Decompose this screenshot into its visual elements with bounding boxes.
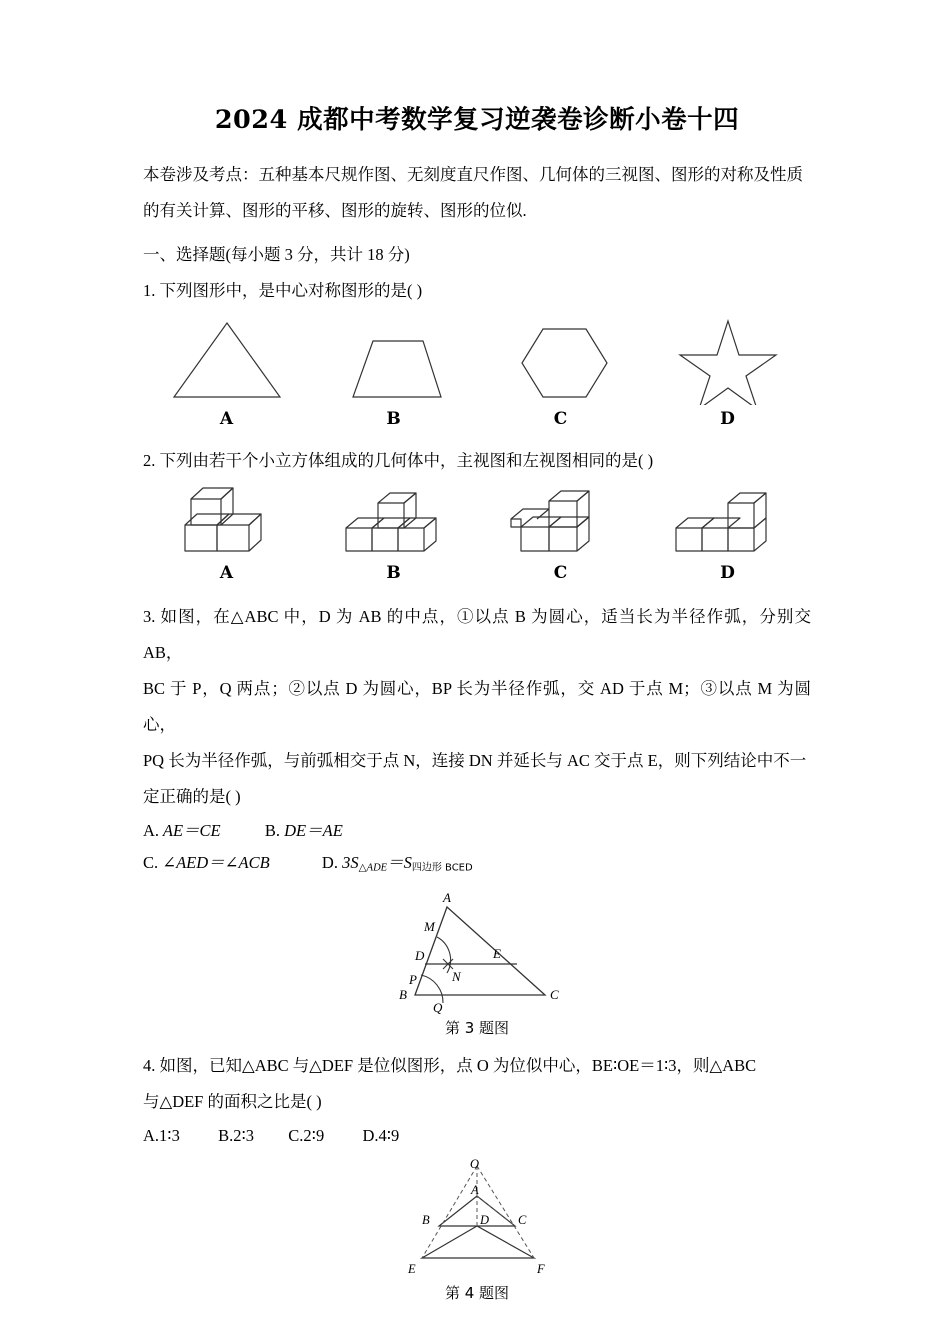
option-4c-text: 2∶9	[303, 1125, 325, 1145]
question-3-options-row-2	[143, 847, 811, 885]
option-3d-subscript-2: 四边形 BCED	[411, 862, 473, 874]
option-4a-label: A.	[143, 1125, 160, 1145]
choice-figure-cubes-c	[477, 481, 644, 583]
choice-label-d: D	[720, 409, 735, 430]
cubes-c-shape	[501, 481, 621, 559]
option-3c-label: C.	[143, 853, 159, 873]
question-4-figure-caption: 第 4 题图	[444, 1283, 510, 1302]
option-3d-subscript-1: △ADE	[358, 862, 388, 874]
point-label-O: O	[470, 1157, 480, 1171]
choice-label-c: C	[553, 409, 568, 430]
choice-label-a: A	[219, 409, 234, 430]
point-label-B: B	[398, 986, 407, 1002]
option-4b-label: B.	[218, 1125, 234, 1145]
cubes-d-shape	[668, 481, 788, 559]
scope-line-2: 的有关计算、图形的平移、图形的旋转、图形的位似.	[143, 201, 527, 221]
point-label-B: B	[422, 1212, 430, 1227]
point-label-P: P	[408, 971, 417, 987]
choice-figure-c	[477, 315, 644, 429]
point-label-F: F	[537, 1261, 545, 1276]
question-3-stem-line-1: 3. 如图，在△ABC 中，D 为 AB 的中点，①以点 B 为圆心，适当长为半径作弧，分别交 AB，	[143, 607, 811, 663]
point-label-C: C	[549, 986, 559, 1002]
page-content	[143, 104, 811, 1303]
choice-label-cubes-c: C	[553, 563, 568, 584]
cubes-b-shape	[334, 481, 454, 559]
question-3-stem-line-4: 定正确的是( )	[143, 787, 241, 807]
star-shape	[663, 315, 793, 405]
option-3d-equals: ＝S	[387, 853, 412, 873]
section-heading-choice: 一、选择题(每小题 3 分，共计 18 分)	[143, 245, 410, 265]
question-2-stem: 2. 下列由若干个小立方体组成的几何体中，主视图和左视图相同的是( )	[143, 451, 654, 471]
triangle-shape	[162, 315, 292, 405]
option-4b-text: 2∶3	[233, 1125, 255, 1145]
choice-figure-b	[310, 315, 477, 429]
choice-label-cubes-b: B	[386, 563, 401, 584]
option-4d-text: 4∶9	[378, 1125, 400, 1145]
point-label-A: A	[471, 1182, 479, 1197]
scope-line-1: 本卷涉及考点：五种基本尺规作图、无刻度直尺作图、几何体的三视图、图形的对称及性质	[143, 165, 803, 185]
option-4d-label: D.	[362, 1125, 379, 1145]
question-3-options-row-1	[143, 815, 811, 847]
question-3-stem-line-3: PQ 长为半径作弧，与前弧相交于点 N，连接 DN 并延长与 AC 交于点 E，则下列结论中不一	[143, 751, 807, 771]
point-label-C: C	[518, 1212, 527, 1227]
choice-label-cubes-a: A	[219, 563, 234, 584]
choice-figure-cubes-a	[143, 481, 310, 583]
point-label-D: D	[480, 1212, 490, 1227]
cubes-a-shape	[167, 481, 287, 559]
option-4c-label: C.	[288, 1125, 304, 1145]
point-label-Q: Q	[432, 999, 442, 1015]
homothety-triangles-diagram	[382, 1158, 572, 1280]
option-3c-text: ∠AED＝∠ACB	[162, 853, 270, 873]
question-4-options	[143, 1120, 811, 1152]
choice-label-b: B	[386, 409, 401, 430]
choice-figure-d	[644, 315, 811, 429]
point-label-E: E	[408, 1261, 416, 1276]
option-4a-text: 1∶3	[159, 1125, 180, 1145]
point-label-M: M	[423, 918, 435, 934]
choice-figure-a	[143, 315, 310, 429]
question-3-figure	[143, 887, 811, 1038]
trapezoid-shape	[329, 315, 459, 405]
point-label-E: E	[492, 945, 501, 961]
option-3b-label: B.	[264, 821, 281, 841]
triangle-abc-construction-diagram	[385, 887, 570, 1015]
option-3a-text: AE＝CE	[162, 821, 221, 841]
option-3d-label: D.	[321, 853, 338, 873]
question-2-figures	[143, 481, 811, 583]
question-3-stem-line-2: BC 于 P，Q 两点；②以点 D 为圆心，BP 长为半径作弧，交 AD 于点 M；③以点 M 为圆心，	[143, 679, 811, 735]
question-4-figure	[143, 1158, 811, 1303]
question-4-stem-line-1: 4. 如图，已知△ABC 与△DEF 是位似图形，点 O 为位似中心，BE∶OE＝1∶3，则△ABC	[143, 1055, 757, 1075]
choice-label-cubes-d: D	[720, 563, 735, 584]
question-3-figure-caption: 第 3 题图	[444, 1018, 510, 1037]
question-1-figures	[143, 315, 811, 429]
question-1-stem: 1. 下列图形中，是中心对称图形的是( )	[143, 281, 423, 301]
option-3a-label: A.	[143, 821, 160, 841]
point-label-N: N	[451, 968, 461, 984]
choice-figure-cubes-b	[310, 481, 477, 583]
point-label-D: D	[414, 947, 424, 963]
option-3b-text: DE＝AE	[284, 821, 343, 841]
question-4-stem-line-2: 与△DEF 的面积之比是( )	[143, 1091, 322, 1111]
page-title: 2024 成都中考数学复习逆袭卷诊断小卷十四	[214, 105, 740, 135]
point-label-A: A	[442, 889, 451, 905]
hexagon-shape	[496, 315, 626, 405]
option-3d-prefix: 3S	[342, 853, 359, 873]
choice-figure-cubes-d	[644, 481, 811, 583]
